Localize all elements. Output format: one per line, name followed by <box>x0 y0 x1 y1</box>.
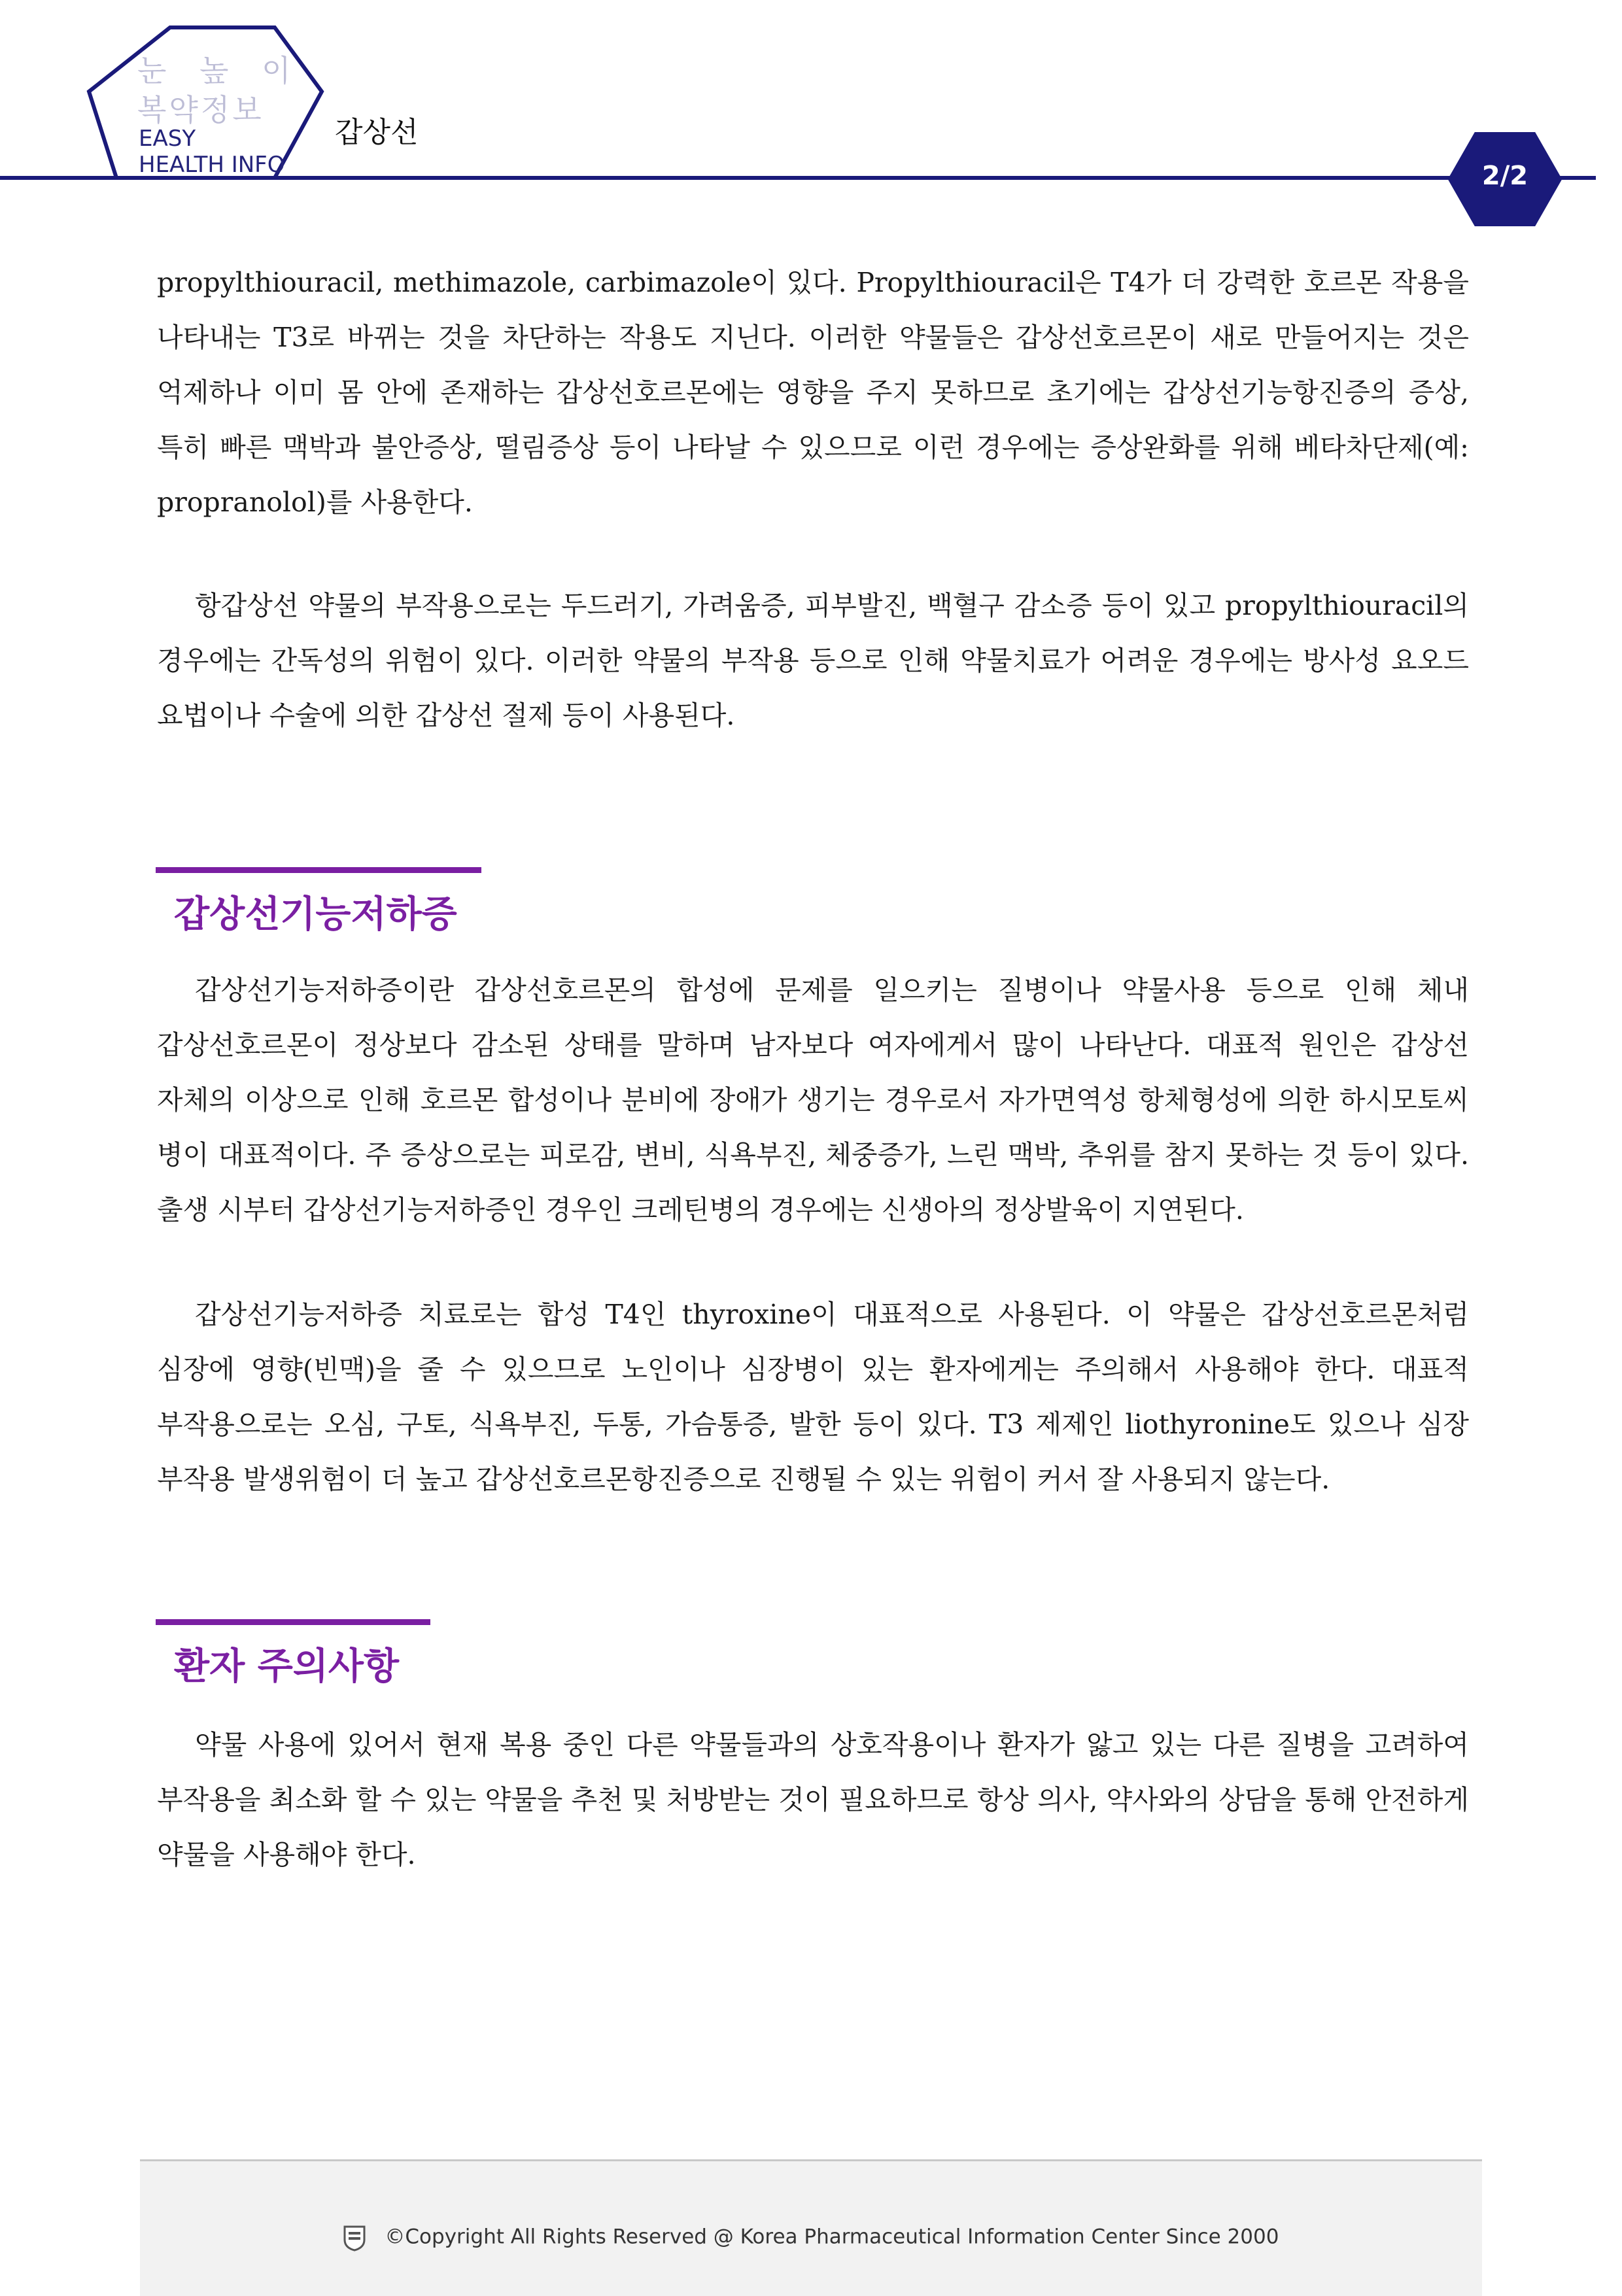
hypothyroidism-treatment-block <box>157 1287 1469 1507</box>
paragraph-antithyroid-drugs: propylthiouracil, methimazole, carbimazole이 있다. Propylthiouracil은 T4가 더 강력한 호르몬 작용을 나타내는 T3로 바뀌는 것을 차단하는 작용도 지닌다. 이러한 약물들은 갑상선호르몬이 새로 만들어지는 것은 억제하나 이미 몸 안에 존재하는 갑상선호르몬에는 영향을 주지 못하므로 초기에는 갑상선기능항진증의 증상, 특히 빠른 맥박과 불안증상, 떨림증상 등이 나타날 수 있으므로 이런 경우에는 증상완화를 위해 베타차단제(예: propranolol)를 사용한다. <box>157 267 1469 518</box>
section-divider-patient-precautions <box>156 1619 430 1625</box>
page-number: 2/2 <box>1481 161 1528 191</box>
brand-english-line1: EASY <box>139 126 196 152</box>
paragraph-patient-precautions: 약물 사용에 있어서 현재 복용 중인 다른 약물들과의 상호작용이나 환자가 앓고 있는 다른 질병을 고려하여 부작용을 최소화 할 수 있는 약물을 추천 및 처방받는 것이 필요하므로 항상 의사, 약사와의 상담을 통해 안전하게 약물을 사용해야 한다. <box>157 1729 1469 1870</box>
section-divider-hypothyroidism <box>156 867 481 873</box>
brand-english-line2: HEALTH INFO <box>139 152 285 178</box>
kpic-shield-icon <box>343 2224 366 2252</box>
patient-precautions-block <box>157 1717 1469 1882</box>
paragraph-hypothyroidism-definition: 갑상선기능저하증이란 갑상선호르몬의 합성에 문제를 일으키는 질병이나 약물사용 등으로 인해 체내 갑상선호르몬이 정상보다 감소된 상태를 말하며 남자보다 여자에게서 많이 나타난다. 대표적 원인은 갑상선 자체의 이상으로 인해 호르몬 합성이나 분비에 장애가 생기는 경우로서 자가면역성 항체형성에 의한 하시모토씨 병이 대표적이다. 주 증상으로는 피로감, 변비, 식욕부진, 체중증가, 느린 맥박, 추위를 참지 못하는 것 등이 있다. 출생 시부터 갑상선기능저하증인 경우인 크레틴병의 경우에는 신생아의 정상발육이 지연된다. <box>157 974 1469 1225</box>
section-title-patient-precautions: 환자 주의사항 <box>174 1645 400 1688</box>
footer <box>140 2159 1482 2296</box>
hypothyroidism-block <box>157 963 1469 1237</box>
section-title-hypothyroidism: 갑상선기능저하증 <box>174 893 457 936</box>
brand-korean-line2: 복약정보 <box>137 92 264 128</box>
footer-copyright-line <box>140 2224 1482 2252</box>
intro-block <box>157 255 1469 530</box>
copyright-text: ©Copyright All Rights Reserved @ Korea Pharmaceutical Information Center Since 2000 <box>385 2225 1279 2249</box>
paragraph-side-effects: 항갑상선 약물의 부작용으로는 두드러기, 가려움증, 피부발진, 백혈구 감소증 등이 있고 propylthiouracil의 경우에는 간독성의 위험이 있다. 이러한 약물의 부작용 등으로 인해 약물치료가 어려운 경우에는 방사성 요오드 요법이나 수술에 의한 갑상선 절제 등이 사용된다. <box>157 590 1469 731</box>
side-effects-block <box>157 578 1469 743</box>
paragraph-hypothyroidism-treatment: 갑상선기능저하증 치료로는 합성 T4인 thyroxine이 대표적으로 사용된다. 이 약물은 갑상선호르몬처럼 심장에 영향(빈맥)을 줄 수 있으므로 노인이나 심장병이 있는 환자에게는 주의해서 사용해야 한다. 대표적 부작용으로는 오심, 구토, 식욕부진, 두통, 가슴통증, 발한 등이 있다. T3 제제인 liothyronine도 있으나 심장 부작용 발생위험이 더 높고 갑상선호르몬항진증으로 진행될 수 있는 위험이 커서 잘 사용되지 않는다. <box>157 1299 1469 1495</box>
brand-korean-line1: 눈 높 이 <box>137 53 303 88</box>
document-title: 갑상선 <box>335 116 419 149</box>
